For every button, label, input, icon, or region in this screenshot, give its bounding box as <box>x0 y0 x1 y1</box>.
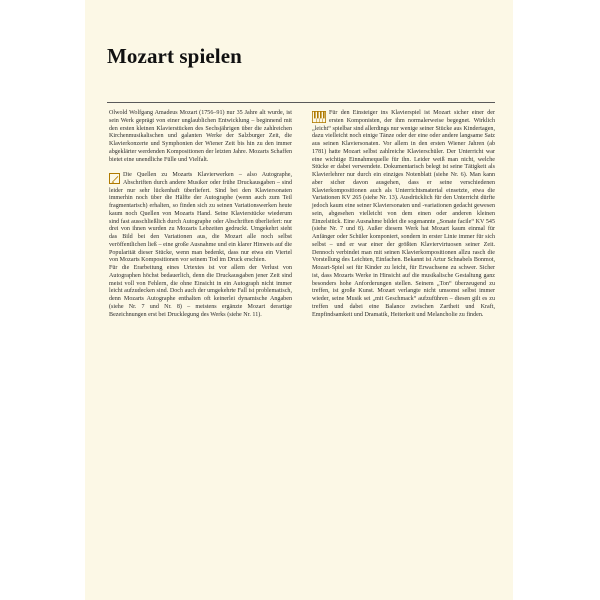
left-column <box>109 110 292 319</box>
piano-keys-icon <box>312 111 326 123</box>
sources-paragraph: Die Quellen zu Mozarts Klavierwerken – also Autographe, Abschriften durch andere Musiker oder frühe Druckausgaben – sind leider nur sehr lückenhaft überliefert. Sind bei den Klaviersonaten immerhin noch über die Hälfte der Autographe (wenn auch zum Teil fragmentarisch) erhalten, so finden sich zu seinen Variationswerken heute kaum noch Quellen von Mozarts Hand. Seine Klavierstücke wiederum sind fast ausschließlich durch Autographe oder Abschriften überliefert: nur drei von ihnen wurden zu Mozarts Lebzeiten gedruckt. Umgekehrt sieht das Bild bei den Variationen aus, die Mozart alle noch selbst veröffentlichen ließ – eine große Ausnahme und ein klarer Hinweis auf die Popularität dieser Stücke, wenn man bedenkt, dass nur etwa ein Viertel von Mozarts Kompositionen vor seinem Tod im Druck erschien. <box>109 172 292 264</box>
right-column <box>312 110 495 319</box>
beginners-paragraph: Für den Einsteiger ins Klavierspiel ist Mozart sicher einer der ersten Komponisten, der ihm normalerweise begegnet. Wirklich „leicht“ spielbar sind allerdings nur wenige seiner Stücke aus Kindertagen, dazu vielleicht noch einige Tänze oder der eine oder andere langsame Satz aus seinen Klaviersonaten. Vor allem in den ersten Wiener Jahren (ab 1781) hatte Mozart selbst zahlreiche Klavierschüler. Der Unterricht war eine wichtige Einnahmequelle für ihn. Leider weiß man nicht, welche Stücke er dabei verwendete. Dokumentarisch belegt ist seine Tätigkeit als Klavierlehrer nur durch ein einziges Notenblatt (siehe Nr. 6). Man kann aber sicher davon ausgehen, dass er seine verschiedenen Klavierkompositionen auch als Unterrichtsmaterial einsetzte, etwa die Variationen KV 265 (siehe Nr. 13). Ausdrücklich für den Unterricht dürfte jedoch kaum eine seiner Klaviersonaten und -variationen gedacht gewesen sein, abgesehen vielleicht von dem einen oder anderen kleinen Einzelstück. Eine Ausnahme bildet die sogenannte „Sonate facile“ KV 545 (siehe Nr. 7 und 8). Außer diesem Werk hat Mozart kaum einmal für Anfänger oder Schüler komponiert, sondern in erster Linie immer für sich selbst – und er war einer der größten Klaviervirtuosen seiner Zeit. Dennoch verbindet man mit seinen Klavierkompositionen allzu rasch die Vorstellung des Leichten, Einfachen. Bekannt ist Artur Schnabels Bonmot, Mozart-Spiel sei für Kinder zu leicht, für Erwachsene zu schwer. Sicher ist, dass Mozarts Werke in Hinsicht auf die musikalische Gestaltung ganz besonders hohe Anforderungen stellen. Seinem „Ton“ überzeugend zu treffen, ist große Kunst. Mozart verlangte nicht umsonst selbst immer wieder, seine Musik sei „mit Geschmack“ aufzuführen – diesen gilt es zu treffen und dabei eine Balance zwischen Zartheit und Kraft, Empfindsamkeit und Dramatik, Heiterkeit und Melancholie zu finden. <box>312 110 495 318</box>
page-title: Mozart spielen <box>107 44 242 68</box>
intro-paragraph: Olwold Wolfgang Amadeus Mozart (1756–91) nur 35 Jahre alt wurde, ist sein Werk geprägt von einer unglaublichen Entwicklung – beginnend mit den ersten kleinen Klavierstücken des Sechsjährigen über die zahlreichen Kirchenmusikalischen und galanten Werke der Salzburger Zeit, die Klavierkonzerte und Symphonien der Wiener Zeit bis hin zu den immer abgeklärter werdenden Kompositionen der letzten Jahre. Mozarts Schaffen bietet eine unendliche Fülle und Vielfalt. <box>109 110 292 163</box>
quill-icon <box>109 173 120 184</box>
title-divider <box>107 102 495 103</box>
urtext-paragraph: Für die Erarbeitung eines Urtextes ist vor allem der Verlust von Autographen höchst bedauerlich, denn die Druckausgaben jener Zeit sind meist voll von Fehlern, die ohne Einsicht in ein Autograph nicht immer leicht aufzudecken sind. Doch auch der umgekehrte Fall ist problematisch, denn Mozarts Autographe enthalten oft keinerlei dynamische Angaben (siehe Nr. 7 und Nr. 8) – meistens ergänzte Mozart derartige Bezeichnungen erst bei Drucklegung des Werks (siehe Nr. 11). <box>109 265 292 318</box>
page <box>85 0 513 600</box>
